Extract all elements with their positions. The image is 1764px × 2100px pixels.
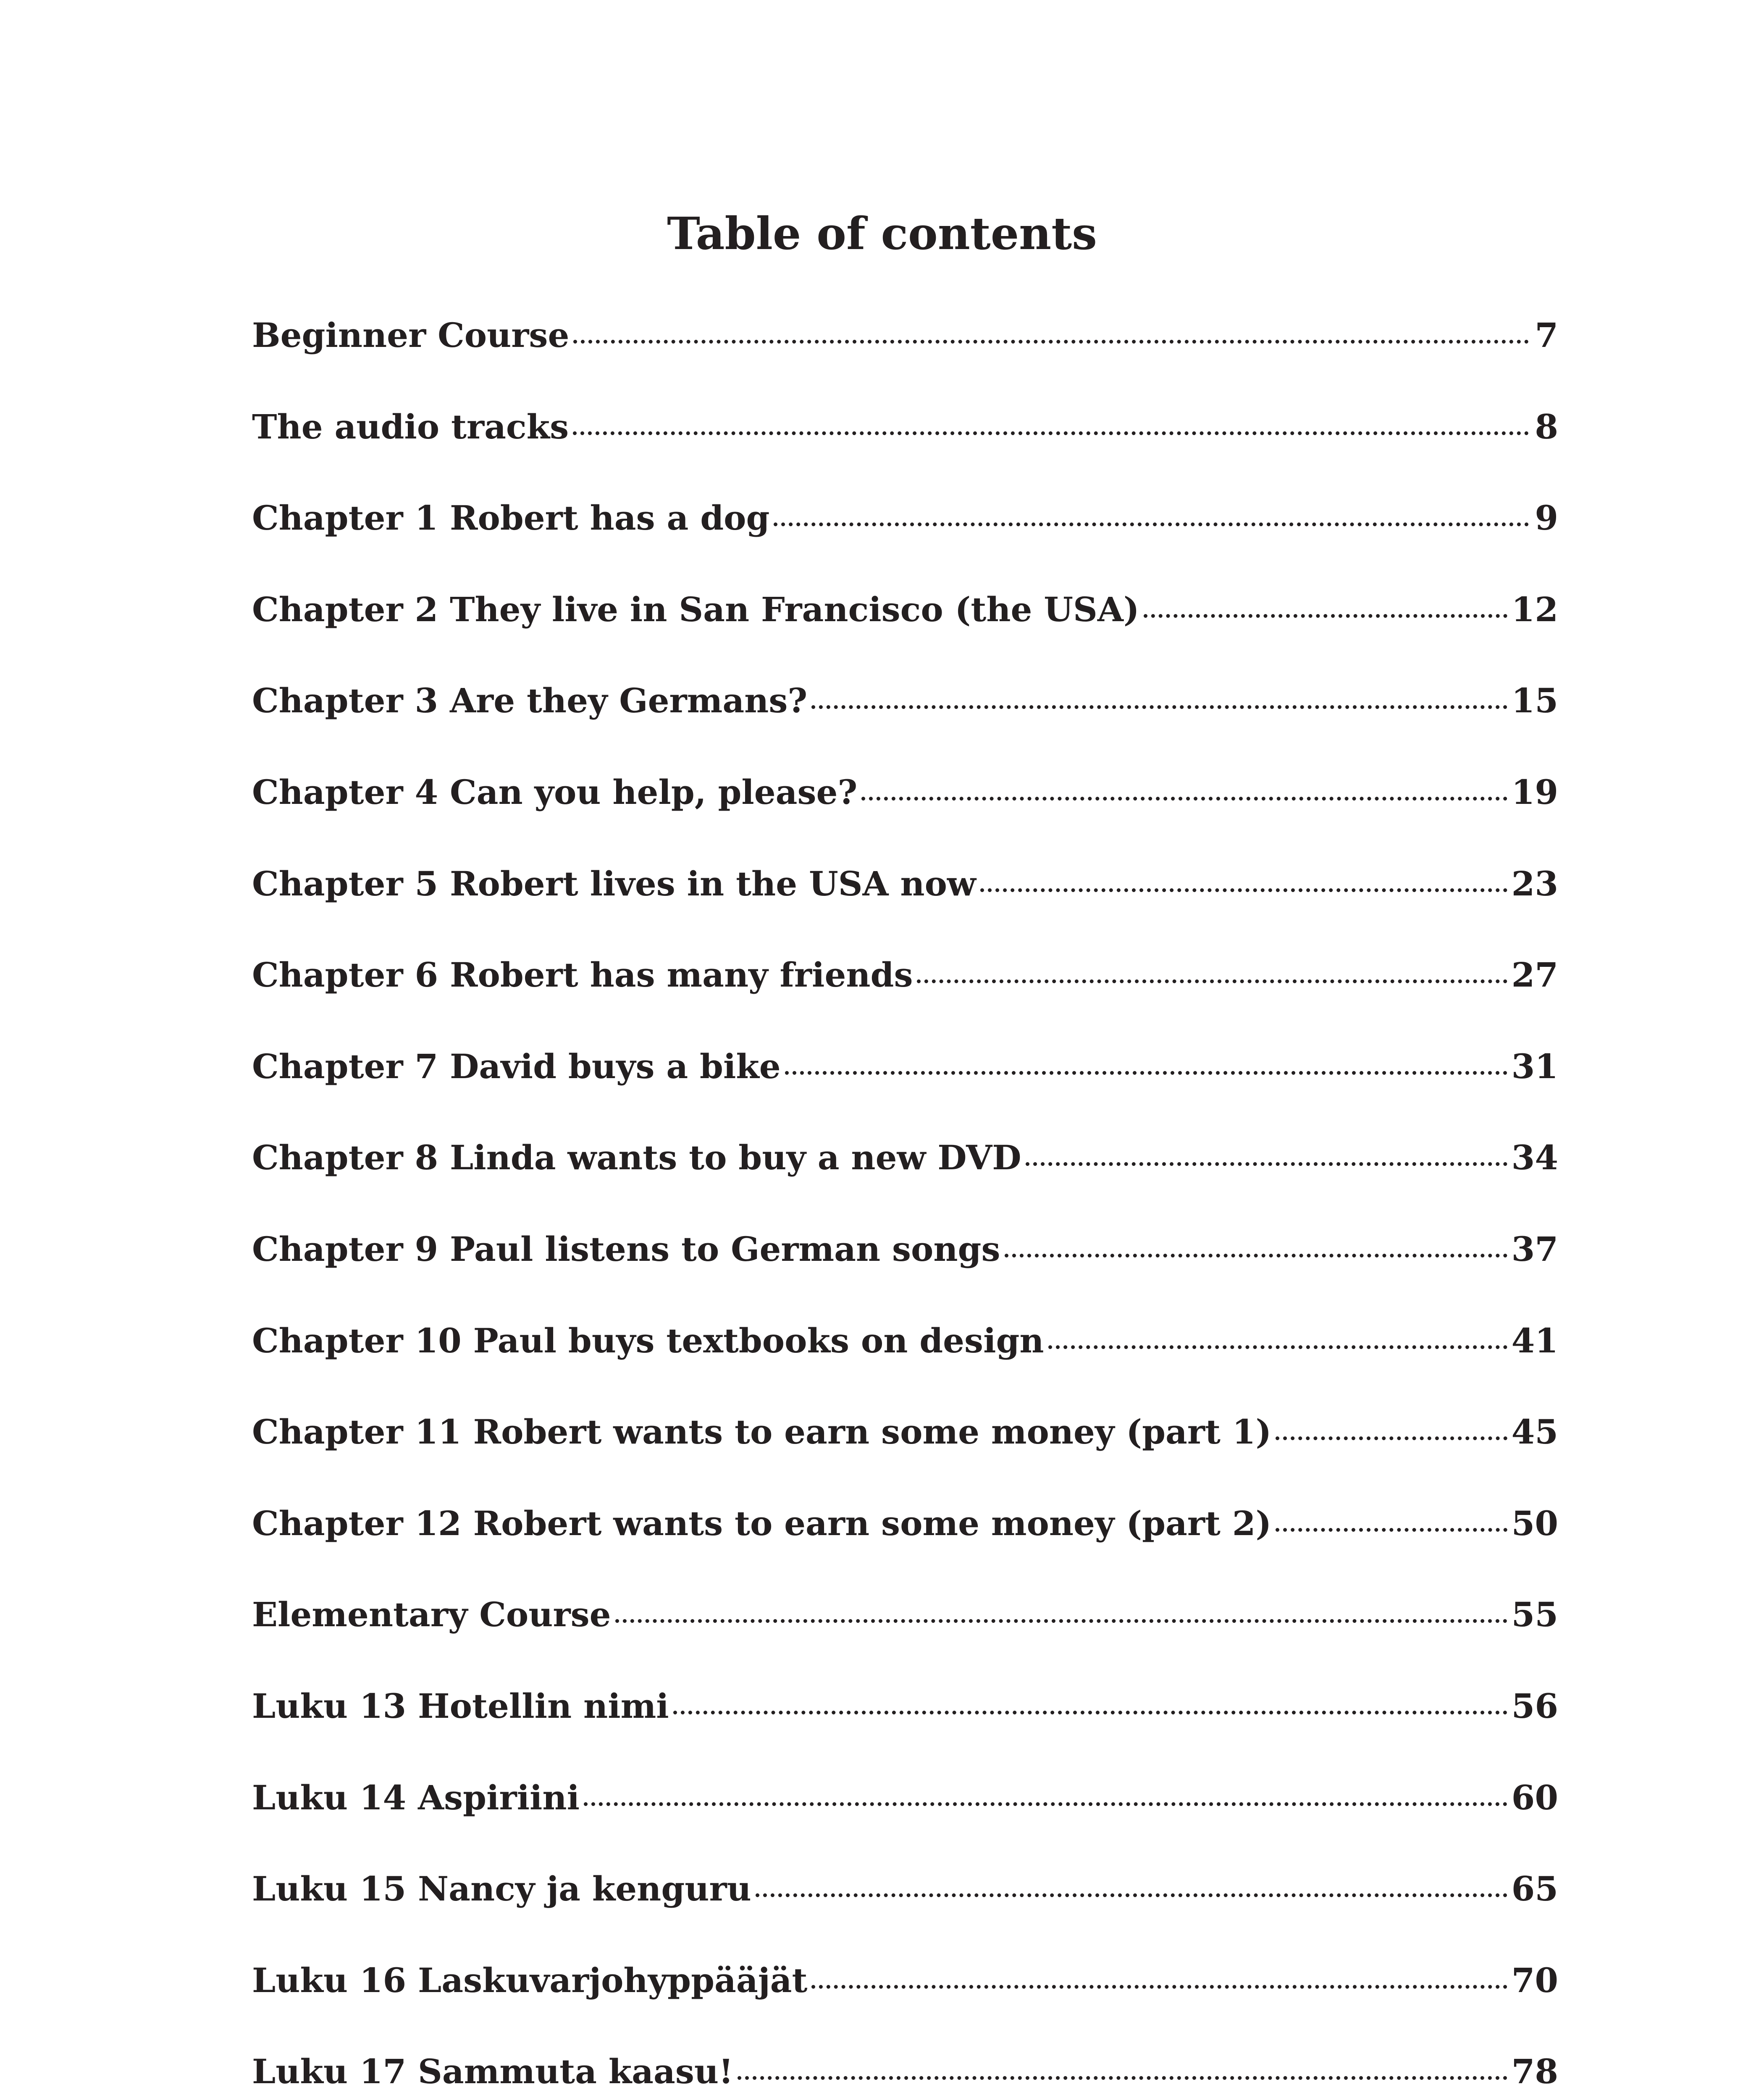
page-title: Table of contents <box>667 207 1097 260</box>
dot-leader <box>774 522 1529 526</box>
dot-leader <box>584 1802 1507 1806</box>
dot-leader <box>1026 1162 1507 1166</box>
toc-entry <box>252 1320 1558 1411</box>
dot-leader <box>1048 1345 1507 1349</box>
toc-entry-page: 19 <box>1511 772 1558 812</box>
toc-entry-page: 12 <box>1511 589 1558 629</box>
toc-entry-label: Chapter 6 Robert has many friends <box>252 955 913 995</box>
toc-entry <box>252 314 1558 406</box>
toc-entry-page: 41 <box>1511 1320 1558 1360</box>
toc-entry-page: 27 <box>1511 955 1558 995</box>
toc-entry <box>252 1137 1558 1228</box>
toc-entry <box>252 863 1558 954</box>
toc-entry-label: Luku 16 Laskuvarjohyppääjät <box>252 1960 808 2000</box>
dot-leader <box>861 797 1507 801</box>
dot-leader <box>573 340 1529 344</box>
toc-entry-label: Chapter 11 Robert wants to earn some money (part 1) <box>252 1412 1272 1452</box>
toc-entry-label: Chapter 10 Paul buys textbooks on design <box>252 1320 1044 1360</box>
toc-entry <box>252 1959 1558 2051</box>
toc-entry-label: Chapter 2 They live in San Francisco (the USA) <box>252 589 1139 629</box>
toc-entry <box>252 497 1558 588</box>
toc-entry-page: 55 <box>1511 1595 1558 1635</box>
toc-entry <box>252 954 1558 1045</box>
toc-entry-label: Elementary Course <box>252 1595 611 1635</box>
toc-entry-page: 31 <box>1511 1046 1558 1086</box>
toc-entry-page: 15 <box>1511 681 1558 721</box>
dot-leader <box>811 1985 1507 1989</box>
toc-entry <box>252 1685 1558 1777</box>
toc-entry <box>252 1593 1558 1685</box>
toc-entry-label: Chapter 3 Are they Germans? <box>252 681 808 721</box>
toc-entry-label: Luku 14 Aspiriini <box>252 1777 580 1817</box>
toc-entry <box>252 1045 1558 1137</box>
toc-entry <box>252 1502 1558 1594</box>
toc-entry-page: 60 <box>1511 1777 1558 1817</box>
toc-entry-page: 50 <box>1511 1503 1558 1543</box>
toc-entry <box>252 1777 1558 1868</box>
dot-leader <box>980 888 1507 892</box>
toc-list <box>252 314 1558 2100</box>
toc-entry-label: Luku 13 Hotellin nimi <box>252 1686 669 1726</box>
toc-entry <box>252 2050 1558 2100</box>
toc-entry-page: 9 <box>1535 498 1558 538</box>
toc-entry-page: 45 <box>1511 1412 1558 1452</box>
dot-leader <box>615 1619 1507 1623</box>
toc-entry-label: Chapter 1 Robert has a dog <box>252 498 770 538</box>
toc-entry-page: 65 <box>1511 1869 1558 1909</box>
dot-leader <box>1276 1528 1507 1532</box>
toc-entry-label: Chapter 5 Robert lives in the USA now <box>252 864 976 903</box>
toc-entry <box>252 406 1558 497</box>
toc-entry-page: 8 <box>1535 407 1558 446</box>
toc-entry <box>252 771 1558 863</box>
toc-entry-page: 56 <box>1511 1686 1558 1726</box>
toc-entry-label: Chapter 8 Linda wants to buy a new DVD <box>252 1138 1021 1178</box>
dot-leader <box>673 1711 1507 1714</box>
toc-entry <box>252 1228 1558 1320</box>
toc-entry-page: 34 <box>1511 1138 1558 1178</box>
toc-entry-label: Chapter 12 Robert wants to earn some money (part 2) <box>252 1503 1272 1543</box>
toc-entry-page: 23 <box>1511 864 1558 903</box>
toc-entry-label: Luku 15 Nancy ja kenguru <box>252 1869 751 1909</box>
dot-leader <box>738 2076 1507 2080</box>
toc-entry-page: 37 <box>1511 1229 1558 1269</box>
toc-entry-label: Chapter 9 Paul listens to German songs <box>252 1229 1000 1269</box>
dot-leader <box>1144 614 1507 618</box>
toc-entry-label: Beginner Course <box>252 315 570 355</box>
toc-entry-page: 7 <box>1535 315 1558 355</box>
toc-entry-page: 70 <box>1511 1960 1558 2000</box>
toc-entry <box>252 1868 1558 1959</box>
toc-entry-label: The audio tracks <box>252 407 569 446</box>
dot-leader <box>1276 1436 1507 1440</box>
dot-leader <box>917 979 1507 983</box>
toc-entry <box>252 1411 1558 1502</box>
toc-entry-label: Chapter 7 David buys a bike <box>252 1046 781 1086</box>
dot-leader <box>785 1071 1507 1075</box>
toc-entry-label: Luku 17 Sammuta kaasu! <box>252 2052 734 2092</box>
toc-entry-label: Chapter 4 Can you help, please? <box>252 772 858 812</box>
toc-entry <box>252 588 1558 680</box>
dot-leader <box>756 1893 1507 1897</box>
dot-leader <box>811 705 1507 709</box>
dot-leader <box>1005 1254 1507 1257</box>
toc-entry <box>252 680 1558 771</box>
dot-leader <box>573 431 1529 435</box>
toc-entry-page: 78 <box>1511 2052 1558 2092</box>
